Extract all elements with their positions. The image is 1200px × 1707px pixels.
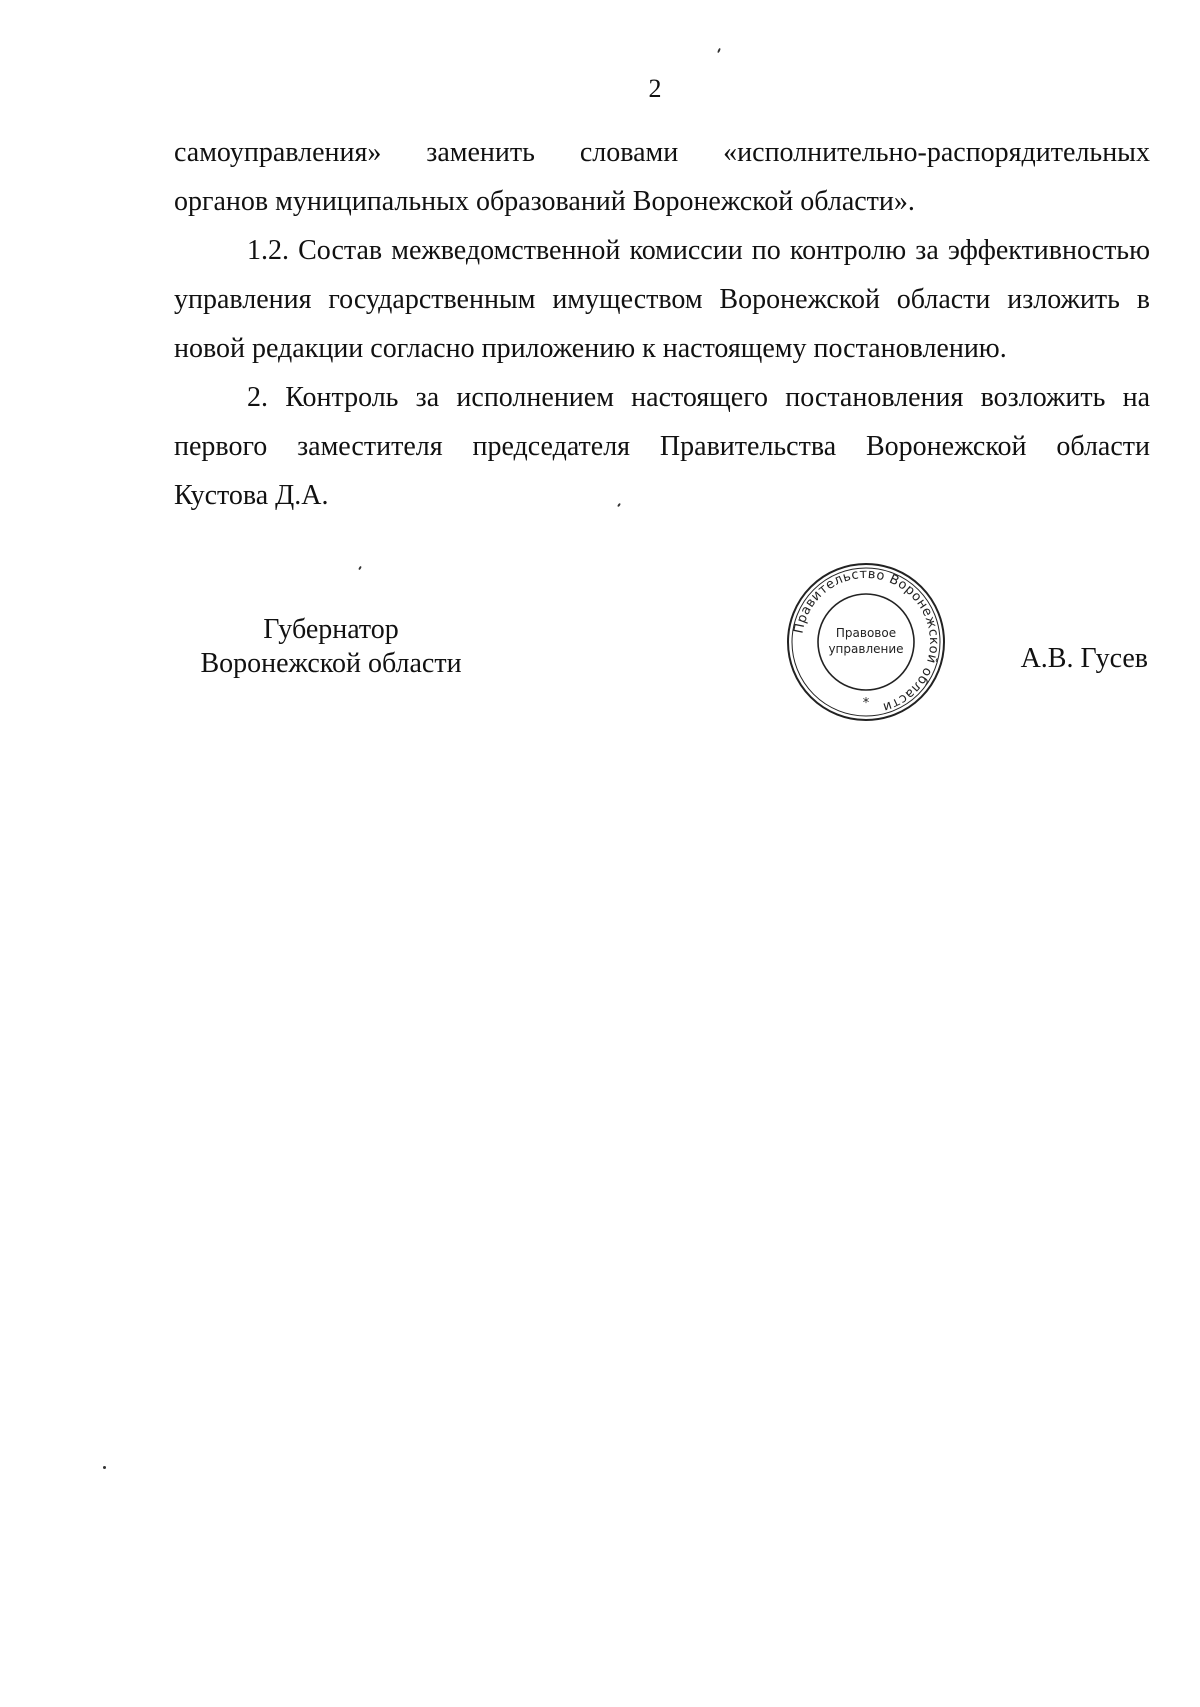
paragraph-3-line-2: первого заместителя председателя Правительства Воронежской области xyxy=(174,431,1150,462)
signatory-title xyxy=(186,613,476,681)
page-number: 2 xyxy=(648,74,662,103)
paragraph-1 xyxy=(174,128,1150,226)
paragraph-1-line-2: органов муниципальных образований Воронежской области». xyxy=(174,186,915,217)
paragraph-1-line-1: самоуправления» заменить словами «исполнительно-распорядительных xyxy=(174,137,1150,168)
paragraph-2 xyxy=(174,226,1150,373)
paragraph-2-line-1: 1.2. Состав межведомственной комиссии по контролю за эффективностью xyxy=(247,235,1150,266)
seal-graphic xyxy=(785,561,947,723)
paragraph-3 xyxy=(174,373,1150,520)
signatory-title-line-1: Губернатор xyxy=(263,614,399,645)
document-body xyxy=(174,128,1150,520)
signatory-title-line-2: Воронежской области xyxy=(200,648,462,679)
seal-inner-text-line-2: управление xyxy=(828,642,904,656)
scan-speck xyxy=(103,1466,106,1469)
seal-inner-text-line-1: Правовое xyxy=(835,626,897,640)
paragraph-3-line-3: Кустова Д.А. xyxy=(174,480,329,511)
signatory-name: А.В. Гусев xyxy=(1020,643,1148,674)
paragraph-3-line-1: 2. Контроль за исполнением настоящего постановления возложить на xyxy=(247,382,1150,413)
seal-outer-text: Правительство Воронежской области xyxy=(791,566,942,715)
official-seal-stamp xyxy=(785,561,947,723)
paragraph-2-line-2: управления государственным имуществом Воронежской области изложить в xyxy=(174,284,1150,315)
scan-speck xyxy=(358,566,362,570)
scan-speck xyxy=(717,48,721,53)
seal-star: * xyxy=(862,696,870,711)
paragraph-2-line-3: новой редакции согласно приложению к настоящему постановлению. xyxy=(174,333,1007,364)
